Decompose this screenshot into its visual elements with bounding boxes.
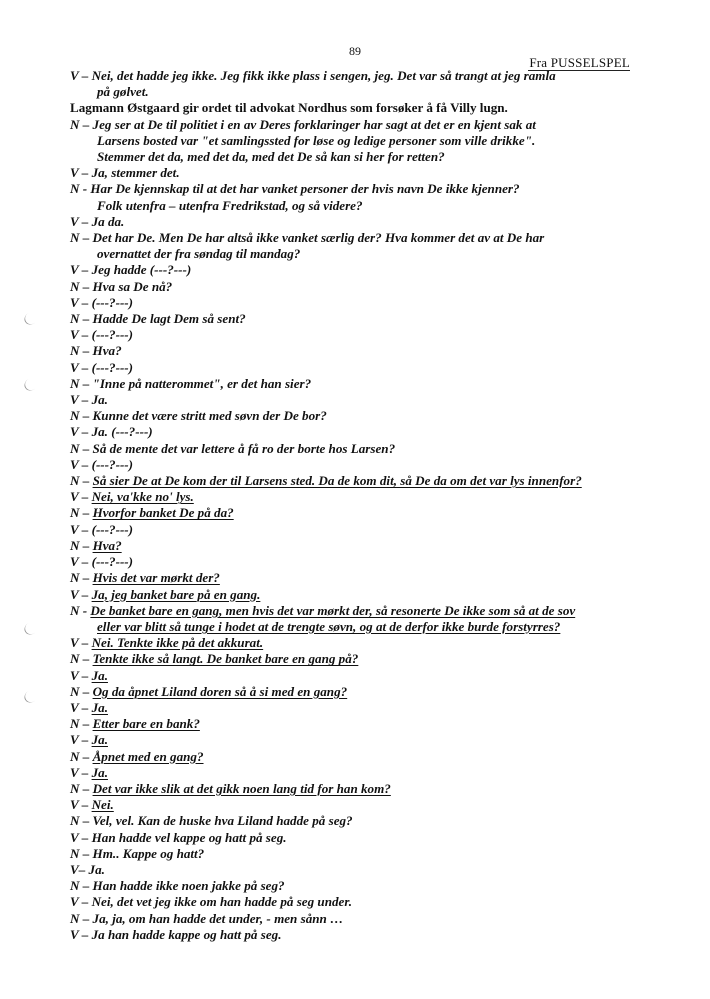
underlined-text: Hva? [92, 537, 122, 553]
transcript-line [70, 684, 650, 700]
underlined-text: Hvorfor banket De på da? [92, 505, 234, 521]
transcript-line: N - Har De kjennskap til at det har vanket personer der hvis navn De ikke kjenner? [70, 181, 520, 197]
transcript-line [70, 505, 650, 521]
transcript-line: V – (---?---) [70, 294, 134, 310]
speaker-label: N – [70, 716, 93, 732]
transcript-line [70, 570, 650, 586]
transcript-line: V – Nei, det hadde jeg ikke. Jeg fikk ikke plass i sengen, jeg. Det var så trangt at jeg ramla [70, 68, 556, 83]
transcript-line: Stemmer det da, med det da, med det De så kan si her for retten? [97, 149, 445, 165]
underlined-text: Tenkte ikke så langt. De banket bare en gang på? [92, 651, 359, 667]
underlined-text: Det var ikke slik at det gikk noen lang tid for han kom? [92, 780, 391, 796]
transcript-line: V – Ja. [70, 392, 108, 408]
speaker-label: N – [70, 748, 93, 764]
transcript-line: N – Hm.. Kappe og hatt? [70, 845, 205, 861]
transcript-line: V– Ja. [70, 861, 105, 877]
transcript-line: på gølvet. [97, 84, 149, 100]
transcript-line: V – Ja han hadde kappe og hatt på seg. [70, 926, 282, 942]
underlined-text: Nei. [91, 797, 114, 813]
speaker-label: V – [70, 586, 92, 602]
punch-hole-mark [22, 619, 41, 637]
transcript-line: N – "Inne på natterommet", er det han sier? [70, 375, 312, 391]
transcript-line [70, 489, 650, 505]
underlined-text: Ja. [91, 699, 108, 715]
transcript-line: Folk utenfra – utenfra Fredrikstad, og så videre? [97, 197, 363, 213]
transcript-line: N – Det har De. Men De har altså ikke vanket særlig der? Hva kommer det av at De har [70, 230, 545, 246]
transcript-line: N – Kunne det være stritt med søvn der De bor? [70, 408, 327, 424]
speaker-label: V – [70, 635, 92, 651]
transcript-line [70, 587, 650, 603]
underlined-text: Hvis det var mørkt der? [92, 570, 220, 586]
underlined-text: Ja. [91, 667, 108, 683]
transcript-line: N – Så de mente det var lettere å få ro der borte hos Larsen? [70, 440, 396, 456]
underlined-text: Ja. [91, 764, 108, 780]
transcript-line [70, 765, 650, 781]
transcript-line [70, 603, 650, 619]
speaker-label: N – [70, 570, 93, 586]
transcript-line: V – Jeg hadde (---?---) [70, 262, 192, 278]
underlined-text: De banket bare en gang, men hvis det var mørkt der, så resonerte De ikke som så at de sov [90, 602, 576, 618]
transcript-line [70, 781, 650, 797]
transcript-line [70, 749, 650, 765]
punch-hole-mark [22, 309, 41, 327]
underlined-text: Etter bare en bank? [92, 716, 200, 732]
speaker-label: N – [70, 505, 93, 521]
transcript-line: V – (---?---) [70, 521, 134, 537]
transcript-line: V – (---?---) [70, 456, 134, 472]
transcript-line [70, 668, 650, 684]
transcript-line: V – Ja, stemmer det. [70, 165, 180, 181]
transcript-line: V – (---?---) [70, 359, 134, 375]
speaker-label: V – [70, 667, 92, 683]
transcript-line [70, 635, 650, 651]
transcript-line [70, 732, 650, 748]
transcript-line: V – (---?---) [70, 554, 134, 570]
underlined-text: Så sier De at De kom der til Larsens sted. Da de kom dit, så De da om det var lys innenfor? [92, 473, 582, 489]
transcript-line: N – Hva sa De nå? [70, 278, 173, 294]
underlined-text: Nei. Tenkte ikke på det akkurat. [91, 635, 264, 651]
speaker-label: V – [70, 699, 92, 715]
transcript-line: N – Hadde De lagt Dem så sent? [70, 311, 246, 327]
running-header: Fra PUSSELSPEL [529, 55, 630, 70]
transcript-line: V – Ja. (---?---) [70, 424, 153, 440]
transcript-line: V – (---?---) [70, 327, 134, 343]
punch-hole-mark [22, 687, 41, 705]
transcript-line [70, 700, 650, 716]
underlined-text: Nei, va'kke no' lys. [91, 489, 194, 505]
speaker-label: V – [70, 797, 92, 813]
transcript-line: V – Han hadde vel kappe og hatt på seg. [70, 829, 287, 845]
transcript [70, 68, 650, 943]
speaker-label: N – [70, 537, 93, 553]
speaker-label: V – [70, 489, 92, 505]
transcript-line [70, 716, 650, 732]
speaker-label: N - [70, 602, 91, 618]
underlined-text: Og da åpnet Liland doren så å si med en gang? [92, 683, 348, 699]
transcript-line: overnattet der fra søndag til mandag? [97, 246, 301, 262]
transcript-line: V – Nei, det vet jeg ikke om han hadde på seg under. [70, 894, 352, 910]
transcript-line: V – Ja da. [70, 213, 125, 229]
underlined-text: eller var blitt så tunge i hodet at de trengte søvn, og at de derfor ikke burde forstyrres? [97, 618, 561, 634]
page-number: 89 [349, 44, 361, 58]
speaker-label: N – [70, 651, 93, 667]
transcript-line: N – Han hadde ikke noen jakke på seg? [70, 878, 285, 894]
transcript-line [70, 797, 650, 813]
speaker-label: V – [70, 732, 92, 748]
transcript-line [70, 619, 650, 635]
underlined-text: Ja, jeg banket bare på en gang. [91, 586, 261, 602]
transcript-line [70, 538, 650, 554]
transcript-line: Larsens bosted var "et samlingssted for løse og ledige personer som ville drikke". [97, 132, 536, 148]
transcript-line: N – Vel, vel. Kan de huske hva Liland hadde på seg? [70, 813, 353, 829]
narration-line: Lagmann Østgaard gir ordet til advokat Nordhus som forsøker å få Villy lugn. [70, 100, 508, 116]
speaker-label: N – [70, 683, 93, 699]
transcript-line: N – Hva? [70, 343, 122, 359]
speaker-label: N – [70, 473, 93, 489]
speaker-label: N – [70, 780, 93, 796]
transcript-line [70, 473, 650, 489]
transcript-line: N – Jeg ser at De til politiet i en av Deres forklaringer har sagt at det er en kjent sak at [70, 116, 536, 132]
speaker-label: V – [70, 764, 92, 780]
transcript-line [70, 651, 650, 667]
punch-hole-mark [22, 375, 41, 393]
underlined-text: Åpnet med en gang? [92, 748, 204, 764]
underlined-text: Ja. [91, 732, 108, 748]
transcript-line: N – Ja, ja, om han hadde det under, - men sånn … [70, 910, 344, 926]
